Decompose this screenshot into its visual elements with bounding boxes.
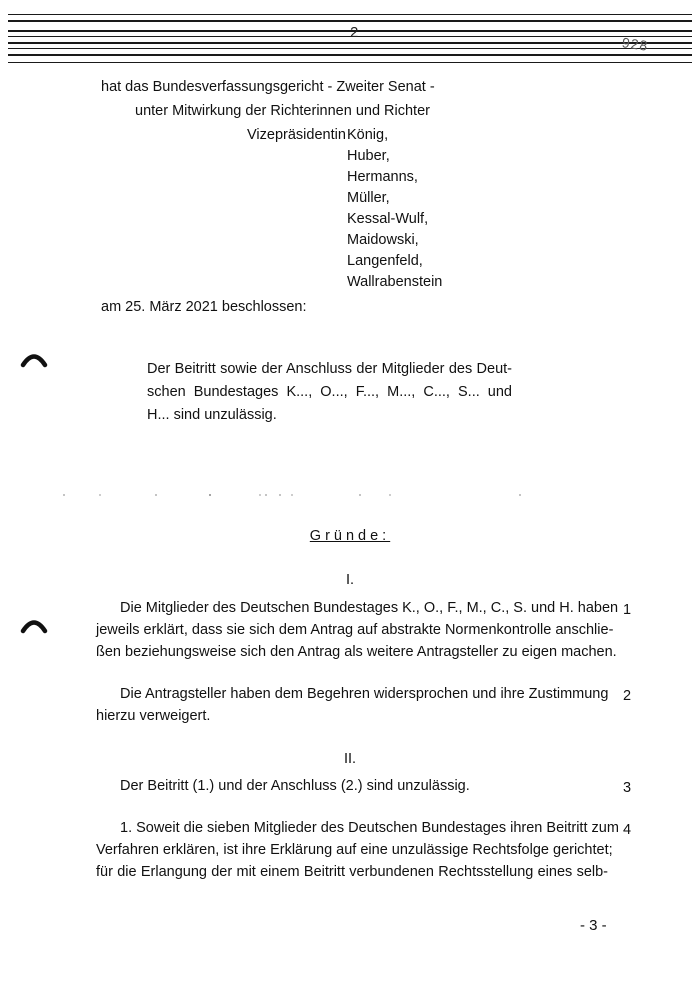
paragraph-line: für die Erlangung der mit einem Beitritt verbundenen Rechtsstellung eines selb- [96, 864, 608, 880]
margin-bracket-mark [20, 346, 48, 368]
judge-name: Wallrabenstein [347, 274, 443, 290]
top-page-number: 2 [350, 24, 359, 41]
section-heading-2: II. [343, 751, 357, 767]
paragraph-line: Verfahren erklären, ist ihre Erklärung auf eine unzulässige Rechtsfolge gerichtet; [96, 842, 613, 858]
paragraph-3: Der Beitritt (1.) und der Anschluss (2.) sind unzulässig. [120, 778, 470, 794]
paragraph-line: 1. Soweit die sieben Mitglieder des Deutschen Bundestages ihren Beitritt zum [120, 820, 619, 836]
judge-name: Hermanns, [347, 169, 418, 185]
section-heading-1: I. [345, 572, 355, 588]
tenor-line: Der Beitritt sowie der Anschluss der Mitglieder des Deut- [147, 361, 512, 377]
paragraph-line: hierzu verweigert. [96, 708, 211, 724]
paragraph-line: Die Antragsteller haben dem Begehren widersprochen und ihre Zustimmung [120, 686, 609, 702]
intro-line-1: hat das Bundesverfassungsgericht - Zweiter Senat - [101, 79, 435, 95]
paragraph-line: Die Mitglieder des Deutschen Bundestages K., O., F., M., C., S. und H. haben [120, 600, 619, 616]
margin-number: 1 [623, 602, 632, 618]
judge-name: Langenfeld, [347, 253, 423, 269]
margin-number: 3 [623, 780, 632, 796]
judge-name: König, [347, 127, 389, 143]
judge-name: Maidowski, [347, 232, 419, 248]
tenor-line: schen Bundestages K..., O..., F..., M..., C..., S... und [147, 384, 512, 400]
judge-name: Huber, [347, 148, 390, 164]
next-page-number: - 3 - [580, 917, 607, 934]
margin-number: 4 [623, 822, 632, 838]
reasons-heading: Gründe: [309, 528, 391, 544]
paragraph-line: jeweils erklärt, dass sie sich dem Antrag auf abstrakte Normenkontrolle anschlie- [96, 622, 614, 638]
tenor-line: H... sind unzulässig. [147, 407, 277, 423]
archive-stamp: 928 [621, 34, 650, 54]
decision-date-line: am 25. März 2021 beschlossen: [101, 299, 307, 315]
judge-name: Müller, [347, 190, 390, 206]
vice-president-label: Vizepräsidentin [247, 127, 346, 143]
margin-bracket-mark [20, 612, 48, 634]
intro-line-2: unter Mitwirkung der Richterinnen und Richter [135, 103, 430, 119]
scan-artifact-dots [60, 492, 530, 498]
judge-name: Kessal-Wulf, [347, 211, 429, 227]
margin-number: 2 [623, 688, 632, 704]
paragraph-line: ßen beziehungsweise sich den Antrag als weitere Antragsteller zu eigen machen. [96, 644, 617, 660]
